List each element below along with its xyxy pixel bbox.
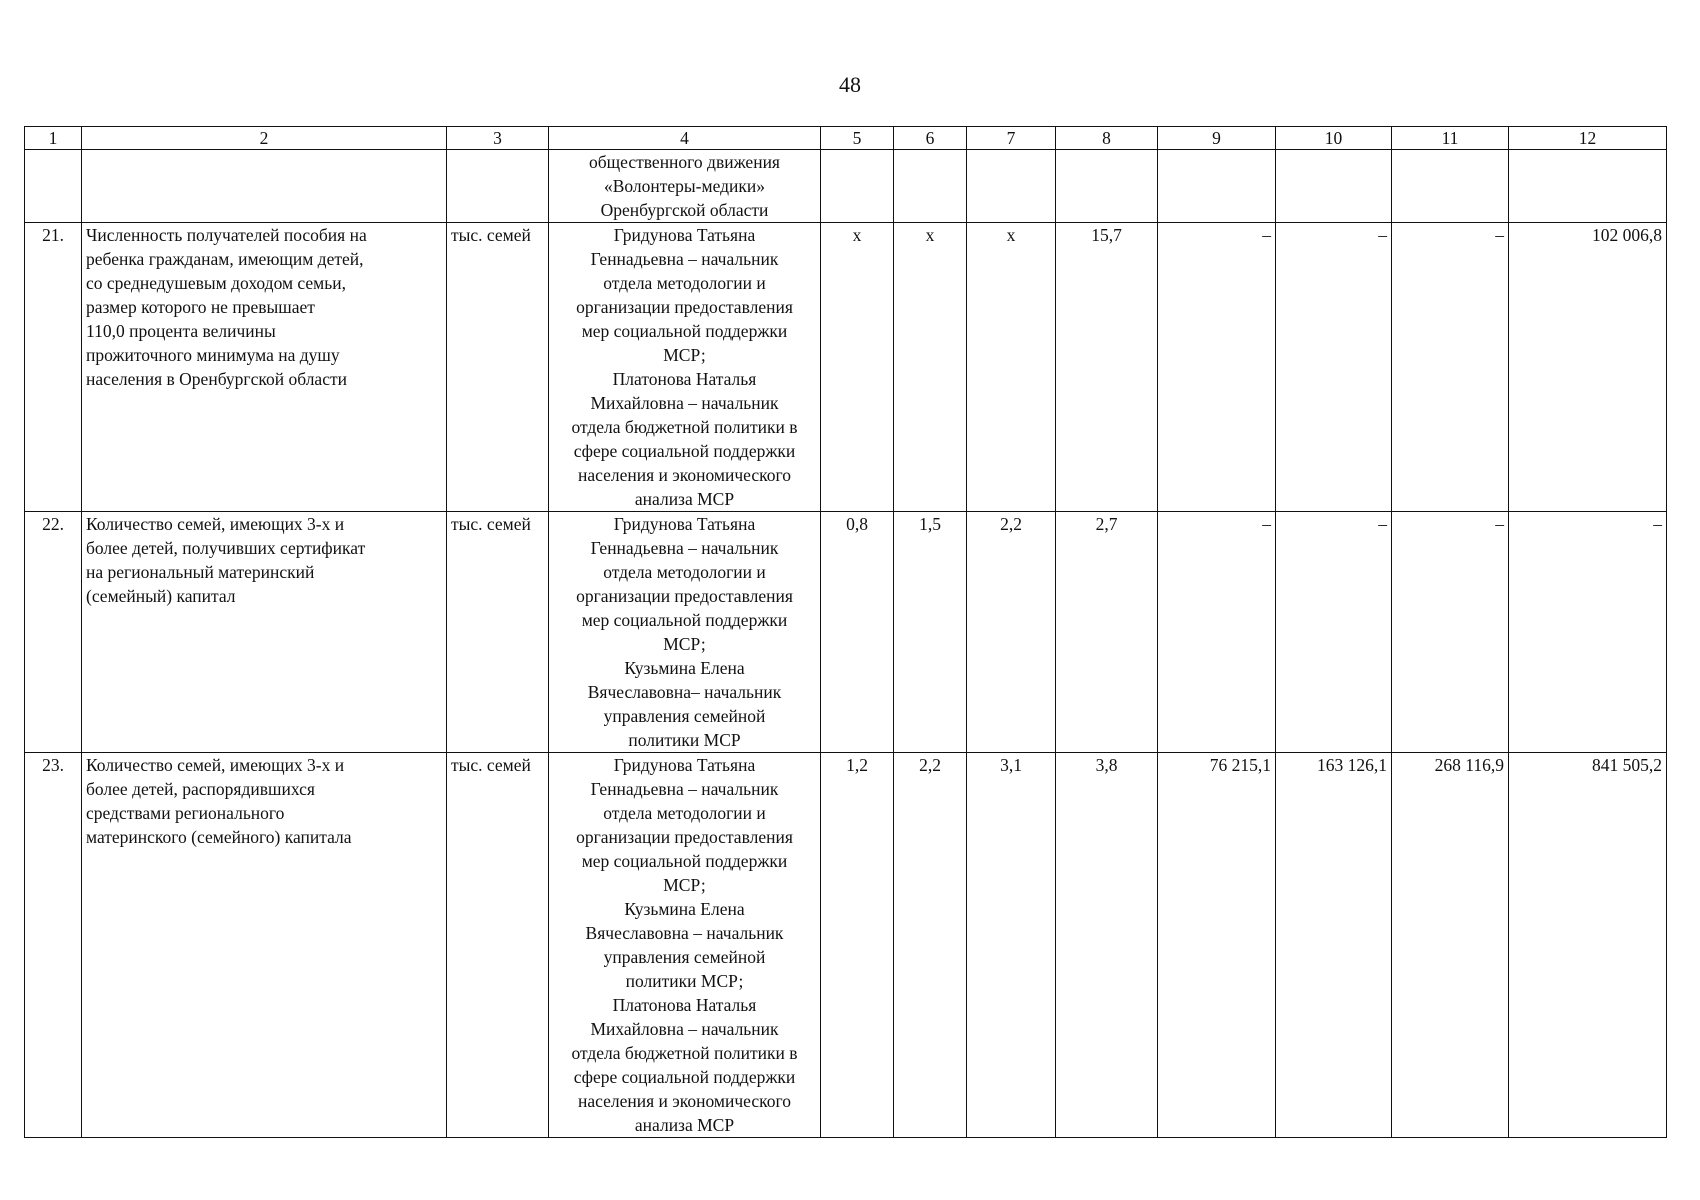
indicator-line: Численность получателей пособия на: [86, 225, 367, 245]
value-c8: 3,8: [1056, 753, 1158, 1138]
responsible-cell: [549, 150, 821, 223]
responsible-line: сфере социальной поддержки: [573, 1067, 796, 1087]
table-row: [25, 512, 1667, 753]
unit-cell: тыс. семей: [447, 512, 549, 753]
column-header: 11: [1392, 127, 1509, 150]
responsible-line: мер социальной поддержки: [581, 610, 788, 630]
responsible-line: Геннадьевна – начальник: [590, 249, 779, 269]
responsible-line: управления семейной: [603, 947, 766, 967]
table-row: [25, 223, 1667, 512]
responsible-line: Геннадьевна – начальник: [590, 538, 779, 558]
responsible-line: управления семейной: [603, 706, 766, 726]
responsible-line: отдела методологии и: [603, 803, 766, 823]
responsible-line: Оренбургской области: [600, 200, 769, 220]
indicator-line: средствами регионального: [86, 803, 285, 823]
responsible-line: «Волонтеры-медики»: [603, 176, 766, 196]
value-c11: –: [1392, 223, 1509, 512]
value-c8: 15,7: [1056, 223, 1158, 512]
value-c8: 2,7: [1056, 512, 1158, 753]
responsible-line: мер социальной поддержки: [581, 321, 788, 341]
value-c5: 0,8: [821, 512, 894, 753]
indicator-line: со среднедушевым доходом семьи,: [86, 273, 346, 293]
row-number: 23.: [25, 753, 82, 1138]
responsible-line: населения и экономического: [578, 465, 791, 485]
responsible-line: Вячеславовна – начальник: [585, 923, 784, 943]
indicator-line: 110,0 процента величины: [86, 321, 276, 341]
value-c10: 163 126,1: [1276, 753, 1392, 1138]
row-number: 22.: [25, 512, 82, 753]
value-c12: –: [1509, 512, 1667, 753]
responsible-line: Вячеславовна– начальник: [587, 682, 782, 702]
responsible-line: анализа МСР: [634, 489, 735, 509]
value-c11: 268 116,9: [1392, 753, 1509, 1138]
value-c11: –: [1392, 512, 1509, 753]
responsible-line: МСР;: [663, 875, 706, 895]
responsible-line: населения и экономического: [578, 1091, 791, 1111]
responsible-line: Гридунова Татьяна: [613, 514, 756, 534]
indicators-table: [24, 126, 1667, 1138]
value-c9: –: [1158, 223, 1276, 512]
value-c10: –: [1276, 512, 1392, 753]
value-c12: 102 006,8: [1509, 223, 1667, 512]
table-row: [25, 753, 1667, 1138]
responsible-cell: [549, 753, 821, 1138]
responsible-line: отдела бюджетной политики в: [571, 417, 798, 437]
indicator-line: (семейный) капитал: [86, 586, 236, 606]
indicator-cell: [82, 512, 447, 753]
responsible-line: МСР;: [663, 634, 706, 654]
page-number: 48: [839, 72, 861, 97]
responsible-line: Гридунова Татьяна: [613, 755, 756, 775]
table-header-row: [25, 127, 1667, 150]
responsible-line: Кузьмина Елена: [624, 899, 745, 919]
column-header: 10: [1276, 127, 1392, 150]
responsible-line: организации предоставления: [576, 586, 793, 606]
responsible-line: организации предоставления: [576, 297, 793, 317]
value-c7: 2,2: [967, 512, 1056, 753]
indicator-line: прожиточного минимума на душу: [86, 345, 340, 365]
value-c5: 1,2: [821, 753, 894, 1138]
column-header: 6: [894, 127, 967, 150]
responsible-cell: [549, 512, 821, 753]
value-c12: 841 505,2: [1509, 753, 1667, 1138]
responsible-line: отдела методологии и: [603, 273, 766, 293]
responsible-line: отдела бюджетной политики в: [571, 1043, 798, 1063]
indicator-line: Количество семей, имеющих 3-х и: [86, 514, 345, 534]
responsible-line: общественного движения: [589, 152, 780, 172]
responsible-line: сфере социальной поддержки: [573, 441, 796, 461]
indicator-line: материнского (семейного) капитала: [86, 827, 352, 847]
row-number: 21.: [25, 223, 82, 512]
responsible-line: анализа МСР: [634, 1115, 735, 1135]
responsible-line: Геннадьевна – начальник: [590, 779, 779, 799]
indicator-cell: [82, 753, 447, 1138]
value-c5: х: [821, 223, 894, 512]
responsible-line: организации предоставления: [576, 827, 793, 847]
responsible-line: Михайловна – начальник: [590, 1019, 779, 1039]
column-header: 1: [25, 127, 82, 150]
indicator-line: на региональный материнский: [86, 562, 315, 582]
value-c10: –: [1276, 223, 1392, 512]
column-header: 8: [1056, 127, 1158, 150]
column-header: 12: [1509, 127, 1667, 150]
indicator-line: размер которого не превышает: [86, 297, 315, 317]
value-c7: х: [967, 223, 1056, 512]
responsible-line: мер социальной поддержки: [581, 851, 788, 871]
responsible-cell: [549, 223, 821, 512]
value-c9: 76 215,1: [1158, 753, 1276, 1138]
column-header: 2: [82, 127, 447, 150]
value-c6: 2,2: [894, 753, 967, 1138]
indicator-line: населения в Оренбургской области: [86, 369, 347, 389]
value-c6: х: [894, 223, 967, 512]
unit-cell: тыс. семей: [447, 223, 549, 512]
responsible-line: политики МСР: [628, 730, 741, 750]
indicator-line: Количество семей, имеющих 3-х и: [86, 755, 345, 775]
responsible-line: отдела методологии и: [603, 562, 766, 582]
responsible-line: Михайловна – начальник: [590, 393, 779, 413]
responsible-line: Платонова Наталья: [612, 369, 757, 389]
unit-cell: тыс. семей: [447, 753, 549, 1138]
value-c9: –: [1158, 512, 1276, 753]
indicator-line: более детей, распорядившихся: [86, 779, 315, 799]
column-header: 7: [967, 127, 1056, 150]
column-header: 4: [549, 127, 821, 150]
indicator-line: ребенка гражданам, имеющим детей,: [86, 249, 364, 269]
responsible-line: МСР;: [663, 345, 706, 365]
continuation-row: [25, 150, 1667, 223]
value-c6: 1,5: [894, 512, 967, 753]
column-header: 3: [447, 127, 549, 150]
value-c7: 3,1: [967, 753, 1056, 1138]
responsible-line: политики МСР;: [625, 971, 744, 991]
responsible-line: Гридунова Татьяна: [613, 225, 756, 245]
responsible-line: Платонова Наталья: [612, 995, 757, 1015]
column-header: 5: [821, 127, 894, 150]
indicator-cell: [82, 223, 447, 512]
indicator-line: более детей, получивших сертификат: [86, 538, 366, 558]
responsible-line: Кузьмина Елена: [624, 658, 745, 678]
column-header: 9: [1158, 127, 1276, 150]
